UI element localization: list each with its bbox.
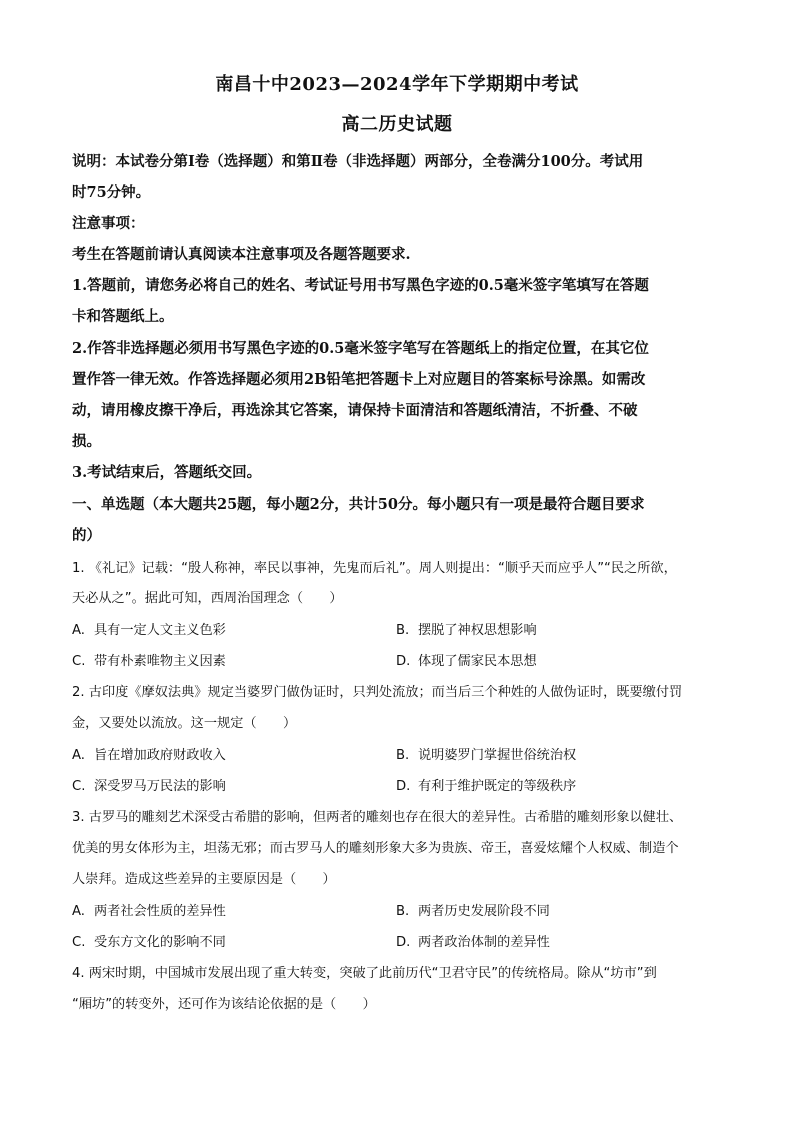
notice-item: 损。 [72,433,101,450]
option-c [72,931,226,950]
notice-item: 2.作答非选择题必须用书写黑色字迹的0.5毫米签字笔写在答题纸上的指定位置，在其它位 [72,340,649,357]
option-text: 两者政治体制的差异性 [418,935,550,950]
option-b [396,744,576,763]
option-label: D. [396,935,411,950]
notice-item: 置作答一律无效。作答选择题必须用2B铅笔把答题卡上对应题目的答案标号涂黑。如需改 [72,371,646,388]
option-a [72,900,226,919]
question-stem: 人崇拜。造成这些差异的主要原因是（ ） [72,872,336,887]
option-label: C. [72,779,86,794]
option-label: D. [396,654,411,669]
notice-intro: 考生在答题前请认真阅读本注意事项及各题答题要求. [72,246,411,263]
option-text: 具有一定人文主义色彩 [94,623,226,638]
option-text: 带有朴素唯物主义因素 [94,654,226,669]
option-d [396,775,576,794]
exam-subtitle: 高二历史试题 [341,114,453,135]
option-text: 两者社会性质的差异性 [94,904,226,919]
notice-item: 动，请用橡皮擦干净后，再选涂其它答案，请保持卡面清洁和答题纸清洁，不折叠、不破 [72,402,638,419]
option-text: 摆脱了神权思想影响 [418,623,537,638]
option-text: 有利于维护既定的等级秩序 [418,779,577,794]
option-b [396,619,537,638]
section-heading-line: 的） [72,527,101,544]
option-b [396,900,550,919]
option-text: 两者历史发展阶段不同 [418,904,550,919]
question-stem: 天必从之”。据此可知，西周治国理念（ ） [72,591,343,606]
option-text: 旨在增加政府财政收入 [94,748,226,763]
option-a [72,744,226,763]
question-stem: 3. 古罗马的雕刻艺术深受古希腊的影响，但两者的雕刻也存在很大的差异性。古希腊的雕刻形象以健壮、 [72,810,683,825]
option-text: 深受罗马万民法的影响 [94,779,226,794]
option-label: A. [72,904,85,919]
option-label: C. [72,935,86,950]
notice-item: 3.考试结束后，答题纸交回。 [72,464,262,481]
option-c [72,775,226,794]
notice-item: 卡和答题纸上。 [72,308,174,325]
option-label: A. [72,623,85,638]
option-label: A. [72,748,85,763]
option-text: 说明婆罗门掌握世俗统治权 [418,748,577,763]
option-text: 体现了儒家民本思想 [418,654,537,669]
question-stem: 优美的男女体形为主，坦荡无邪；而古罗马人的雕刻形象大多为贵族、帝王，喜爱炫耀个人权威、制造个 [72,841,679,856]
option-a [72,619,226,638]
question-stem: 2. 古印度《摩奴法典》规定当婆罗门做伪证时，只判处流放；而当后三个种姓的人做伪证时，既要缴付罚 [72,685,683,700]
option-label: B. [396,623,410,638]
exam-title: 南昌十中2023—2024学年下学期期中考试 [215,74,579,95]
option-label: C. [72,654,86,669]
option-label: B. [396,904,410,919]
option-c [72,650,226,669]
question-stem: 金，又要处以流放。这一规定（ ） [72,716,297,731]
option-text: 受东方文化的影响不同 [94,935,226,950]
section-heading-line: 一、单选题（本大题共25题，每小题2分，共计50分。每小题只有一项是最符合题目要求 [72,496,645,513]
option-d [396,650,537,669]
notice-heading: 注意事项： [72,215,145,232]
question-stem: 4. 两宋时期，中国城市发展出现了重大转变，突破了此前历代“卫君守民”的传统格局。除从“坊市”到 [72,966,657,981]
option-d [396,931,550,950]
instructions-line: 说明：本试卷分第Ⅰ卷（选择题）和第Ⅱ卷（非选择题）两部分，全卷满分100分。考试用 [72,153,644,170]
question-stem: “厢坊”的转变外，还可作为该结论依据的是（ ） [72,997,376,1012]
notice-item: 1.答题前，请您务必将自己的姓名、考试证号用书写黑色字迹的0.5毫米签字笔填写在答题 [72,277,649,294]
option-label: D. [396,779,411,794]
instructions-line: 时75分钟。 [72,184,151,201]
option-label: B. [396,748,410,763]
question-stem: 1. 《礼记》记载：“殷人称神，率民以事神，先鬼而后礼”。周人则提出：“顺乎天而应乎人”“民之所欲， [72,561,677,576]
